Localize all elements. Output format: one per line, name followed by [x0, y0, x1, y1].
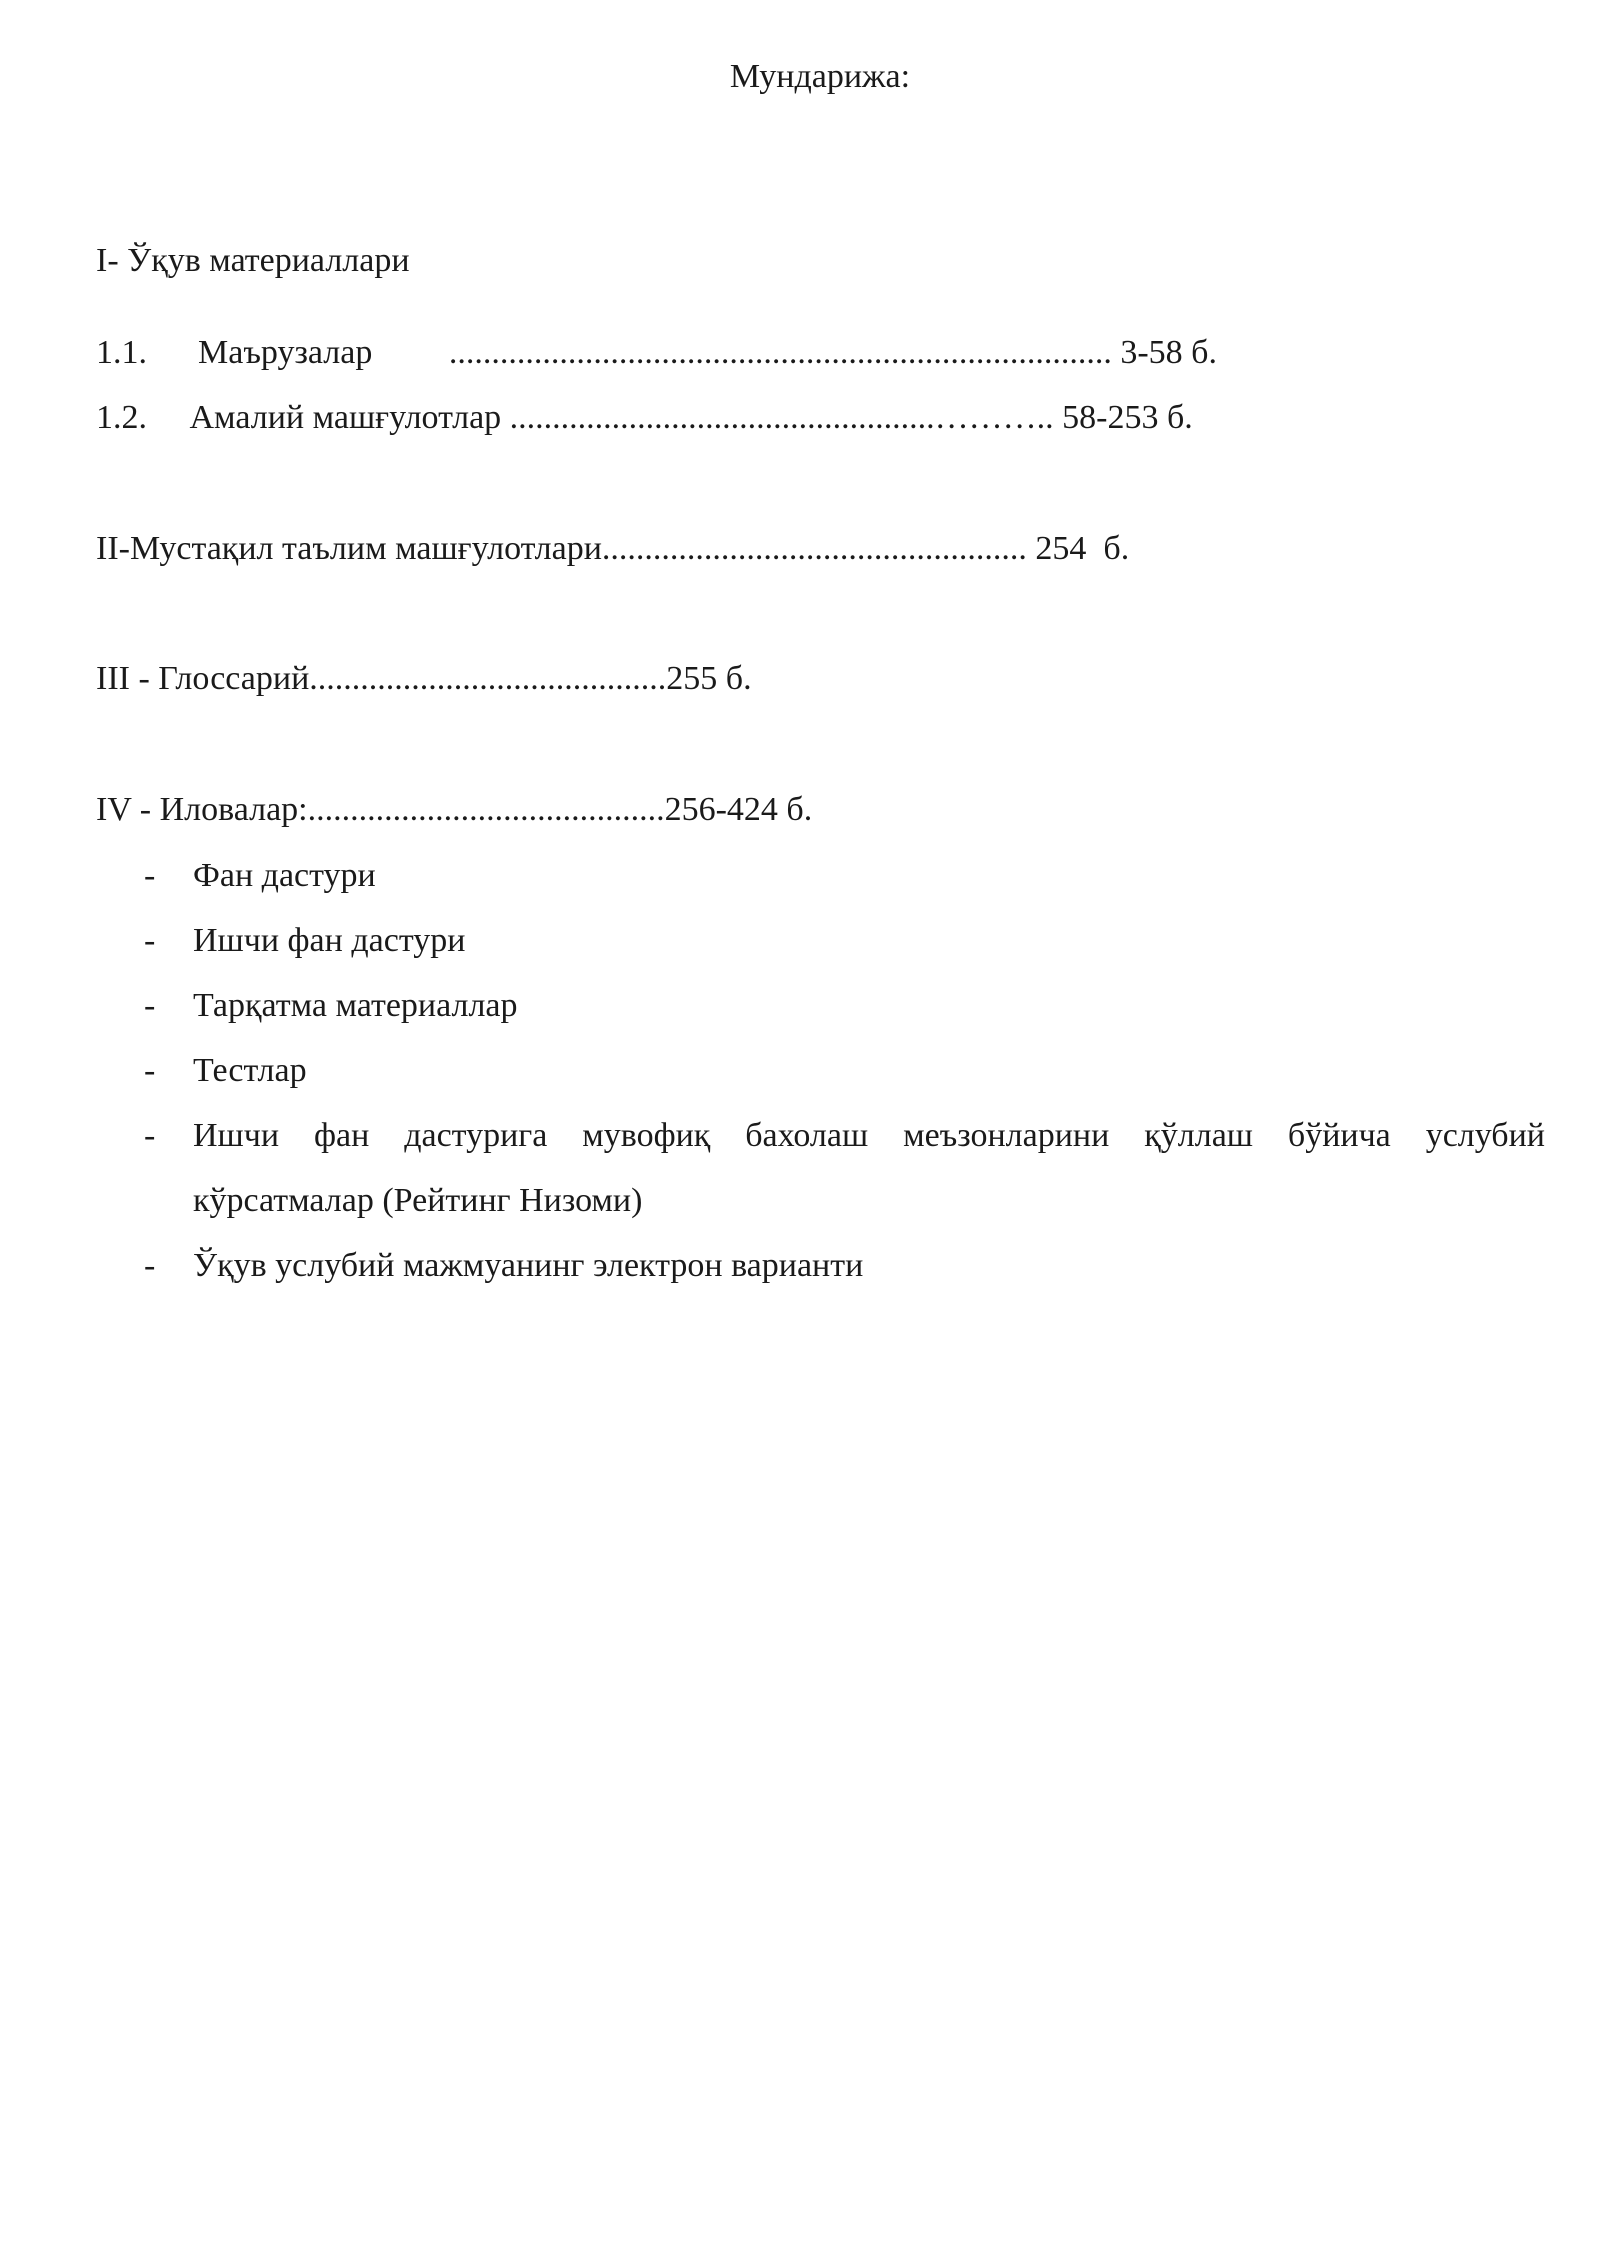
list-dash: - [144, 922, 156, 959]
toc-entry-4: IV - Иловалар:..........................................256-424 б. [96, 791, 813, 828]
toc-entry-2: II-Мустақил таълим машғулотлари.................................................. 254 б. [96, 530, 1130, 567]
list-item-text: Тестлар [193, 1052, 307, 1089]
list-item-text: Ишчи фан дастурига мувофиқ бахолаш меъзонларини қўллаш бўйича услубий [193, 1117, 1545, 1154]
toc-entry-3: III - Глоссарий..........................................255 б. [96, 660, 752, 697]
list-item-text: Тарқатма материаллар [193, 987, 518, 1024]
list-dash: - [144, 857, 156, 894]
toc-entry-1-1: 1.1. Маърузалар .............................................................................. 3-58 б. [96, 334, 1217, 371]
list-dash: - [144, 1117, 156, 1154]
toc-entry-1-2: 1.2. Амалий машғулотлар ..................................................……….. 58-253 б. [96, 399, 1193, 436]
list-dash: - [144, 1247, 156, 1284]
list-item-text: Фан дастури [193, 857, 376, 894]
list-dash: - [144, 987, 156, 1024]
section-1-heading: I- Ўқув материаллари [96, 242, 410, 279]
list-item-text: Ишчи фан дастури [193, 922, 466, 959]
page-title: Мундарижа: [729, 58, 911, 95]
list-item-text-continuation: кўрсатмалар (Рейтинг Низоми) [193, 1182, 643, 1219]
list-dash: - [144, 1052, 156, 1089]
list-item-text: Ўқув услубий мажмуанинг электрон варианти [193, 1247, 864, 1284]
